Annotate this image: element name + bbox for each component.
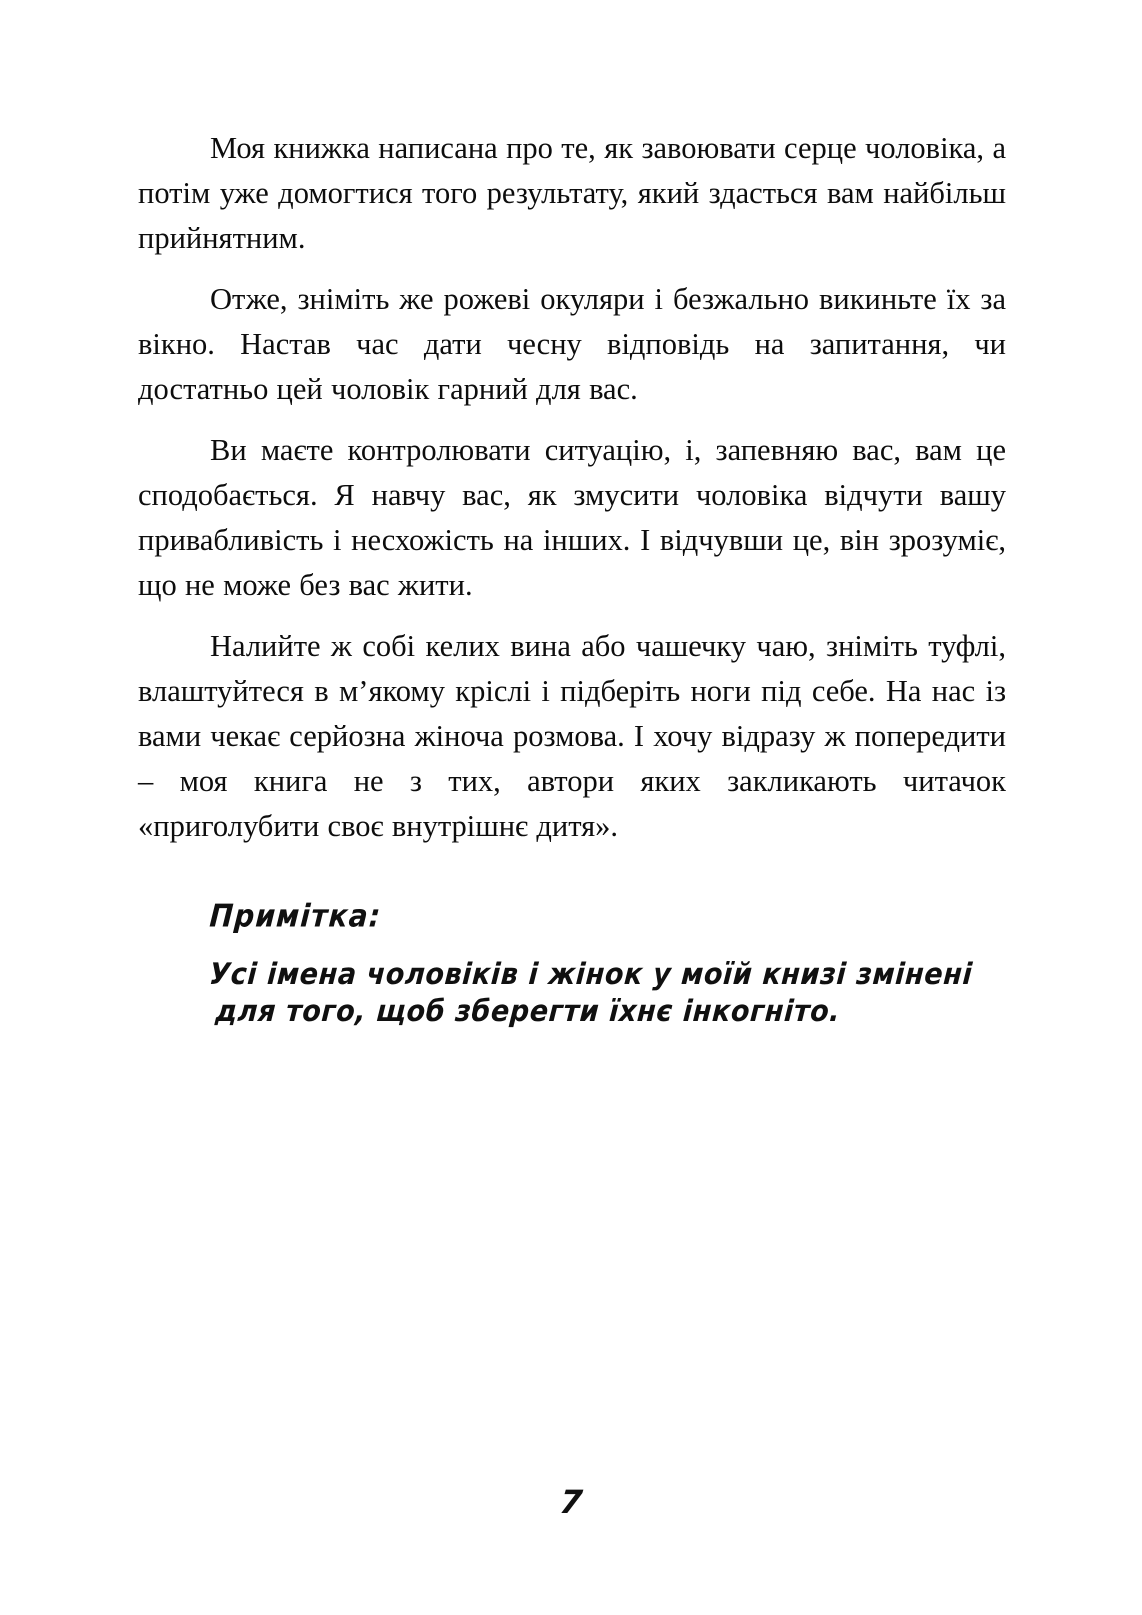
paragraph: Ви маєте контролювати ситуацію, і, запевняю вас, вам це сподобається. Я навчу вас, як змусити чоловіка відчути вашу привабливість і несхожість на інших. І відчувши це, він зрозуміє, що не може без вас жити. — [138, 433, 1006, 602]
note-line: для того, щоб зберегти їхнє інкогніто. — [214, 994, 842, 1029]
paragraph: Отже, зніміть же рожеві окуляри і безжально викиньте їх за вікно. Настав час дати чесну відповідь на запитання, чи достатньо цей чоловік гарний для вас. — [138, 282, 1006, 406]
paragraph: Моя книжка написана про те, як завоювати серце чоловіка, а потім уже домогтися того результату, який здасться вам найбільш прийнятним. — [138, 131, 1006, 255]
note-block — [208, 898, 1008, 1032]
note-title: Примітка: — [208, 897, 383, 935]
paragraph: Налийте ж собі келих вина або чашечку чаю, зніміть туфлі, влаштуйтеся в м’якому кріслі і підберіть ноги під себе. На нас із вами чекає серйозна жіноча розмова. І хочу відразу ж попередити – моя книга не з тих, автори яких закликають читачок «приголубити своє внутрішнє дитя». — [138, 629, 1006, 843]
note-line: Усі імена чоловіків і жінок у моїй книзі змінені — [208, 957, 974, 992]
page-number: 7 — [557, 1483, 585, 1521]
body-text-block — [138, 126, 1006, 849]
